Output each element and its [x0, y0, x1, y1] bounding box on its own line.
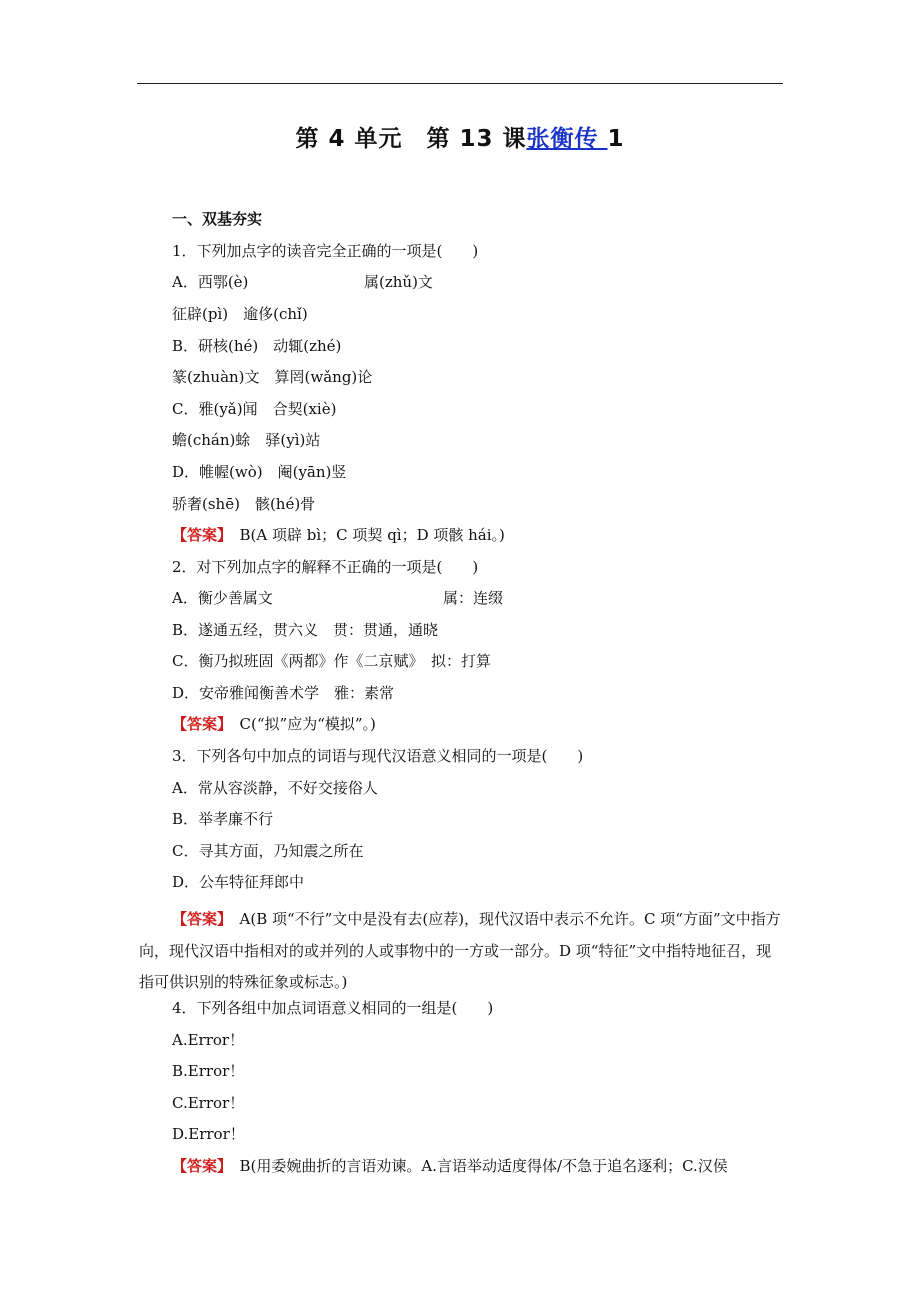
- q4-stem: 4．下列各组中加点词语意义相同的一组是( ): [172, 999, 494, 1017]
- q2-option-a: A．衡少善属文: [172, 589, 273, 607]
- title-suffix: 1: [607, 126, 625, 152]
- q1-option-d: D．帷幄(wò) 阉(yān)竖: [172, 463, 347, 481]
- q3-option-d: D．公车特征拜郎中: [172, 873, 305, 891]
- title-link[interactable]: 张衡传: [526, 126, 608, 152]
- q1-answer: [172, 525, 505, 545]
- q2-option-b: B．遂通五经，贯六义 贯：贯通，通晓: [172, 621, 439, 639]
- answer-tag: 【答案】: [172, 715, 225, 733]
- section-heading: 一、双基夯实: [172, 210, 263, 228]
- page-title: [0, 120, 920, 153]
- q1-option-a-cont: 征辟(pì) 逾侈(chǐ): [172, 305, 308, 323]
- q3-answer: [139, 904, 782, 999]
- q4-option-a: A.Error！: [172, 1031, 245, 1049]
- q3-option-b: B．举孝廉不行: [172, 810, 274, 828]
- q4-option-b: B.Error！: [172, 1062, 245, 1080]
- q1-option-c: C．雅(yǎ)闻 合契(xiè): [172, 400, 337, 418]
- q4-answer: [172, 1156, 728, 1176]
- answer-tag: 【答案】: [172, 526, 225, 544]
- q3-answer-text: A(B 项“不行”文中是没有去(应荐)，现代汉语中表示不允许。C 项“方面”文中指方向，现代汉语中指相对的或并列的人或事物中的一方或一部分。D 项“特征”文中指特地征召，现指可供识别的特殊征象或标志。): [139, 910, 781, 991]
- q1-option-a-extra: 属(zhǔ)文: [364, 273, 433, 291]
- q4-answer-text: B(用委婉曲折的言语劝谏。A.言语举动适度得体/不急于追名逐利；C.汉侯: [239, 1157, 728, 1175]
- q4-option-d: D.Error！: [172, 1125, 245, 1143]
- q3-option-a: A．常从容淡静，不好交接俗人: [172, 779, 378, 797]
- q2-option-a-gloss: 属：连缀: [443, 589, 504, 607]
- q3-option-c: C．寻其方面，乃知震之所在: [172, 842, 364, 860]
- q1-answer-text: B(A 项辟 bì；C 项契 qì；D 项骸 hái。): [239, 526, 505, 544]
- title-prefix: 第 4 单元 第 13 课: [295, 126, 527, 152]
- q1-option-b: B．研核(hé) 动辄(zhé): [172, 337, 342, 355]
- q2-answer: [172, 714, 376, 734]
- q3-stem: 3．下列各句中加点的词语与现代汉语意义相同的一项是( ): [172, 747, 584, 765]
- q2-answer-text: C(“拟”应为“模拟”。): [239, 715, 376, 733]
- q1-option-d-cont: 骄奢(shē) 骸(hé)骨: [172, 495, 316, 513]
- q4-option-c: C.Error！: [172, 1094, 245, 1112]
- q1-option-a: A．西鄂(è): [172, 273, 249, 291]
- q2-stem: 2．对下列加点字的解释不正确的一项是( ): [172, 558, 479, 576]
- q1-option-c-cont: 蟾(chán)蜍 驿(yì)站: [172, 431, 321, 449]
- q2-option-c: C．衡乃拟班固《两都》作《二京赋》 拟：打算: [172, 652, 491, 670]
- header-rule: [137, 83, 783, 84]
- answer-tag: 【答案】: [172, 1157, 225, 1175]
- q2-option-d: D．安帝雅闻衡善术学 雅：素常: [172, 684, 395, 702]
- q1-option-b-cont: 篆(zhuàn)文 算罔(wǎng)论: [172, 368, 373, 386]
- q1-stem: 1．下列加点字的读音完全正确的一项是( ): [172, 242, 479, 260]
- answer-tag: 【答案】: [172, 910, 225, 928]
